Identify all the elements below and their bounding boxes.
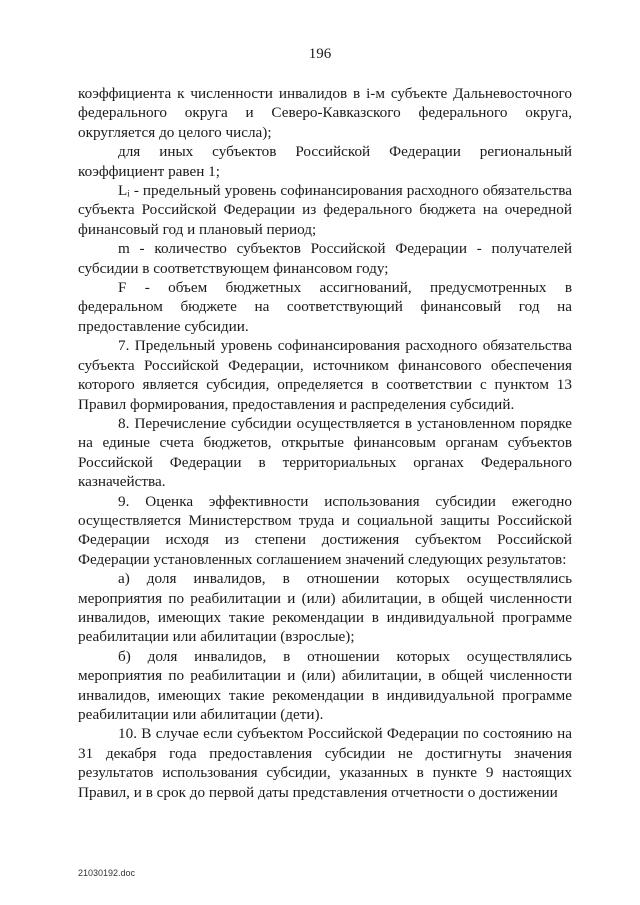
paragraph-m-definition: m - количество субъектов Российской Федерации - получателей субсидии в соответствующем финансовом году;	[78, 240, 572, 277]
paragraph-li-definition: Lᵢ - предельный уровень софинансирования расходного обязательства субъекта Российской Федерации из федерального бюджета на очередной финансовый год и плановый период;	[78, 182, 572, 238]
paragraph-item-9: 9. Оценка эффективности использования субсидии ежегодно осуществляется Министерством труда и социальной защиты Российской Федерации исходя из степени достижения субъектом Российской Федерации установленных соглашением значений следующих результатов:	[78, 492, 572, 568]
paragraph-item-9b: б) доля инвалидов, в отношении которых осуществлялись мероприятия по реабилитации и (или) абилитации, в общей численности инвалидов, имеющих такие рекомендации в индивидуальной программе реабилитации или абилитации (дети).	[78, 647, 572, 723]
page-number: 196	[308, 46, 332, 62]
document-body	[78, 84, 572, 802]
paragraph-item-7: 7. Предельный уровень софинансирования расходного обязательства субъекта Российской Федерации, источником финансового обеспечения которого является субсидия, определяется в соответствии с пунктом 13 Правил формирования, предоставления и распределения субсидий.	[78, 337, 572, 413]
paragraph-item-8: 8. Перечисление субсидии осуществляется в установленном порядке на единые счета бюджетов, открытые финансовым органам субъектов Российской Федерации в территориальных органах Федерального казначейства.	[78, 414, 572, 491]
paragraph-continuation: коэффициента к численности инвалидов в i-м субъекте Дальневосточного федерального округа и Северо-Кавказского федерального округа, округляется до целого числа);	[78, 85, 572, 141]
footer-document-id: 21030192.doc	[78, 868, 136, 878]
paragraph-f-definition: F - объем бюджетных ассигнований, предусмотренных в федеральном бюджете на соответствующий финансовый год на предоставление субсидии.	[78, 279, 572, 335]
paragraph-regional-coefficient: для иных субъектов Российской Федерации региональный коэффициент равен 1;	[78, 143, 572, 180]
paragraph-item-9a: а) доля инвалидов, в отношении которых осуществлялись мероприятия по реабилитации и (или) абилитации, в общей численности инвалидов, имеющих такие рекомендации в индивидуальной программе реабилитации или абилитации (взрослые);	[78, 570, 572, 646]
paragraph-item-10: 10. В случае если субъектом Российской Федерации по состоянию на 31 декабря года предоставления субсидии не достигнуты значения результатов использования субсидии, указанных в пункте 9 настоящих Правил, и в срок до первой даты представления отчетности о достижении	[78, 725, 572, 801]
